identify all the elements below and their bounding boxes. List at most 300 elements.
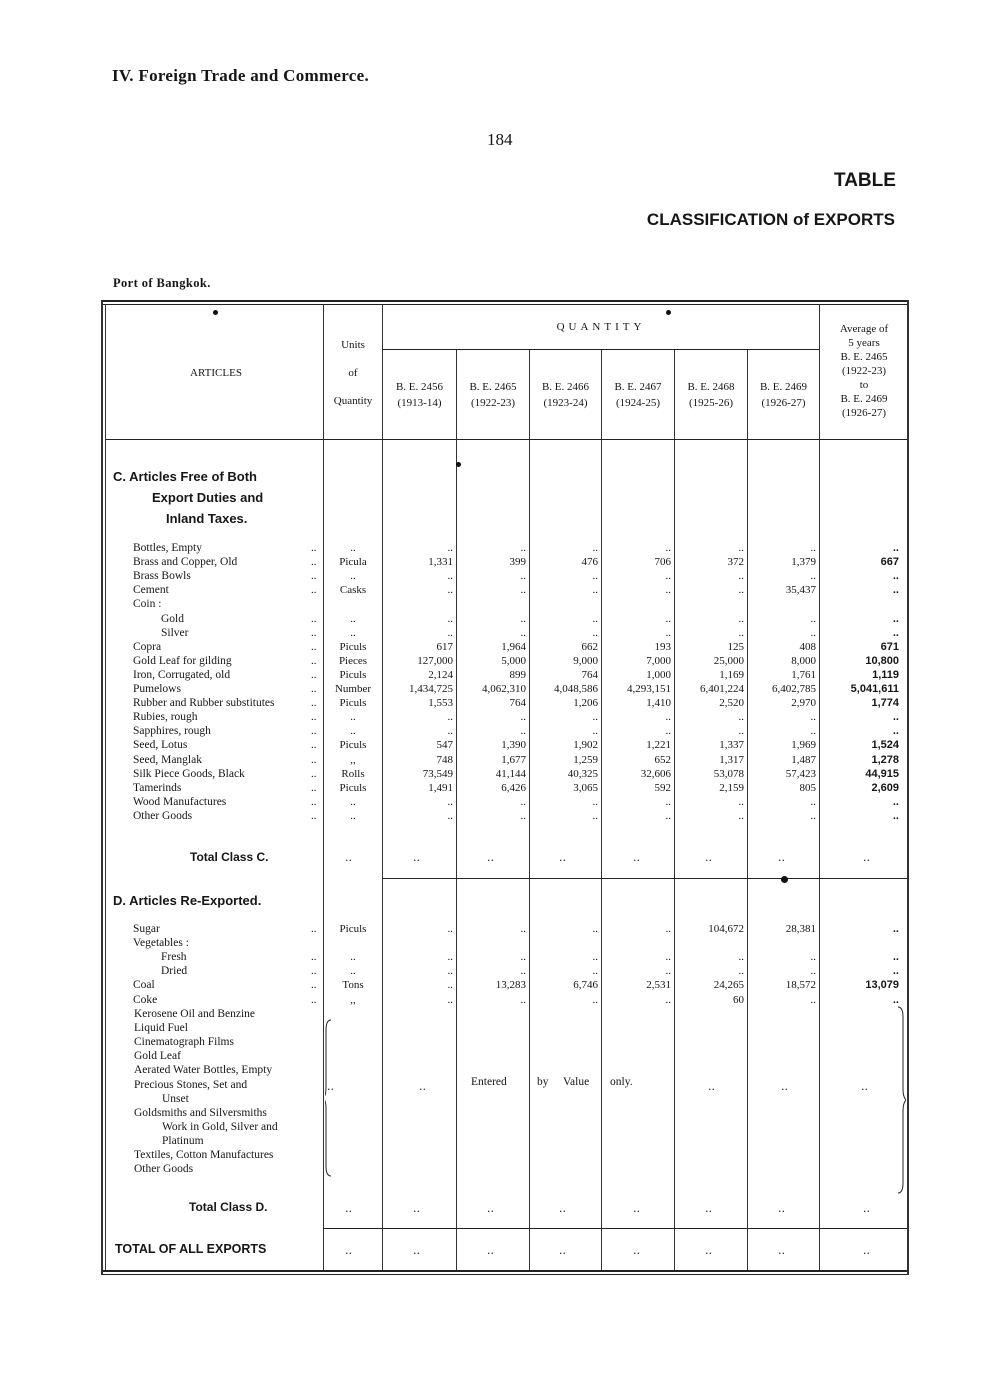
average-cell: .. [892, 542, 899, 554]
unit-cell: Piculs [339, 668, 367, 681]
average-cell: 671 [880, 640, 899, 653]
table-bottom-rule-inner [101, 1274, 909, 1275]
bracket-avg-dots: .. [861, 1080, 868, 1093]
quantity-cell: 2,124 [428, 668, 453, 681]
quantity-cell: .. [520, 809, 526, 822]
year-header-4-line-2: (1924-25) [616, 397, 660, 409]
unit-cell: .. [350, 809, 356, 822]
table-row [101, 555, 907, 569]
article-name: Cement [133, 584, 169, 597]
table-row [101, 583, 907, 597]
table-row [101, 668, 907, 682]
table-row [101, 781, 907, 795]
leader-dots: .. [311, 795, 317, 808]
leader-dots: .. [311, 542, 317, 554]
bracket-y1-dots: .. [419, 1080, 426, 1093]
quantity-cell: .. [447, 584, 453, 597]
table-row [101, 682, 907, 696]
quantity-cell: 662 [581, 640, 598, 653]
quantity-cell: .. [738, 542, 744, 554]
article-name: Platinum [162, 1134, 204, 1147]
quantity-cell: .. [447, 979, 453, 992]
leader-dots: .. [311, 923, 317, 935]
quantity-cell: 1,206 [573, 697, 598, 710]
quantity-cell: .. [520, 612, 526, 625]
quantity-cell: .. [592, 965, 598, 978]
quantity-cell: .. [447, 809, 453, 822]
article-name: Seed, Lotus [133, 739, 188, 752]
quantity-cell: .. [592, 711, 598, 724]
bracket-units-dots: .. [327, 1080, 334, 1093]
units-header-2: of [348, 367, 358, 379]
table-row [101, 993, 907, 1007]
table-row [101, 950, 907, 964]
total-cell: .. [778, 1244, 785, 1257]
table-title: CLASSIFICATION of EXPORTS [646, 210, 895, 229]
quantity-cell: .. [738, 626, 744, 639]
leader-dots: .. [311, 767, 317, 780]
average-cell: 1,278 [871, 753, 899, 766]
quantity-cell: 127,000 [417, 654, 453, 667]
leader-dots: .. [311, 993, 317, 1006]
quantity-cell: 764 [581, 668, 598, 681]
average-cell: 1,119 [872, 668, 899, 681]
quantity-cell: .. [665, 570, 671, 583]
table-top-rule [101, 300, 909, 302]
article-name: Coal [133, 979, 155, 992]
quantity-cell: 2,531 [646, 979, 671, 992]
article-name: Brass Bowls [133, 570, 191, 583]
article-name: Seed, Manglak [133, 753, 202, 766]
quantity-cell: 1,677 [501, 753, 526, 766]
quantity-cell: 28,381 [785, 923, 816, 935]
total-cell: .. [863, 1202, 870, 1215]
table-row [101, 767, 907, 781]
leader-dots: .. [311, 725, 317, 738]
quantity-cell: .. [520, 923, 526, 935]
quantity-cell: .. [520, 584, 526, 597]
print-speck [213, 310, 218, 315]
quantity-cell: 1,761 [791, 668, 816, 681]
left-bracket [325, 1018, 333, 1178]
quantity-cell: .. [665, 612, 671, 625]
unit-cell: .. [350, 626, 356, 639]
quantity-cell: .. [592, 795, 598, 808]
quantity-cell: 1,000 [646, 668, 671, 681]
quantity-cell: 25,000 [713, 654, 744, 667]
average-cell: 2,609 [871, 781, 899, 794]
quantity-cell: 73,549 [422, 767, 453, 780]
average-cell: .. [892, 993, 899, 1006]
total-cell: .. [705, 851, 712, 864]
year-header-5-line-1: B. E. 2468 [687, 381, 735, 393]
total-cell: .. [559, 1244, 566, 1257]
unit-cell: .. [350, 725, 356, 738]
quantity-cell: 6,746 [573, 979, 598, 992]
article-name: Bottles, Empty [133, 542, 202, 554]
quantity-cell: .. [520, 795, 526, 808]
quantity-cell: 53,078 [713, 767, 744, 780]
article-name: Rubber and Rubber substitutes [133, 697, 275, 710]
quantity-cell: .. [665, 795, 671, 808]
average-cell: .. [892, 725, 899, 738]
articles-header: ARTICLES [190, 367, 242, 379]
unit-cell: Tons [342, 979, 364, 992]
article-name: Sugar [133, 923, 160, 935]
quantity-cell: .. [520, 626, 526, 639]
article-name: Unset [162, 1092, 189, 1105]
quantity-header: QUANTITY [556, 321, 646, 333]
total-cell: .. [633, 851, 640, 864]
page-number: 184 [487, 130, 513, 149]
leader-dots: .. [311, 781, 317, 794]
quantity-cell: 1,221 [646, 739, 671, 752]
table-label: TABLE [834, 170, 896, 191]
article-name: Coin : [133, 598, 162, 611]
class-d-total-rule [323, 1228, 907, 1229]
quantity-rule [383, 349, 819, 350]
quantity-cell: 547 [436, 739, 453, 752]
class-c-total-label: Total Class C. [190, 850, 269, 864]
quantity-cell: .. [447, 570, 453, 583]
total-cell: .. [633, 1244, 640, 1257]
quantity-cell: .. [520, 570, 526, 583]
quantity-cell: .. [520, 993, 526, 1006]
quantity-cell: 805 [799, 781, 816, 794]
quantity-cell: 2,159 [719, 781, 744, 794]
average-cell: 44,915 [865, 767, 899, 780]
average-cell: .. [892, 584, 899, 597]
quantity-cell: 1,390 [501, 739, 526, 752]
quantity-cell: .. [810, 993, 816, 1006]
total-cell: .. [413, 1202, 420, 1215]
quantity-cell: 9,000 [573, 654, 598, 667]
unit-cell: ,, [350, 993, 356, 1006]
quantity-cell: 1,169 [719, 668, 744, 681]
quantity-cell: .. [592, 923, 598, 935]
class-c-title-line-1: C. Articles Free of Both [113, 469, 257, 484]
table-top-rule-inner [101, 304, 909, 305]
quantity-cell: 41,144 [495, 767, 526, 780]
table-row [101, 724, 907, 738]
quantity-cell: .. [520, 711, 526, 724]
average-cell: .. [892, 612, 899, 625]
bracket-note-entered: Entered [471, 1076, 507, 1088]
table-row [101, 753, 907, 767]
article-name: Iron, Corrugated, old [133, 668, 231, 681]
article-name: Tamerinds [133, 781, 182, 794]
right-bracket [896, 1005, 906, 1195]
quantity-cell: .. [810, 542, 816, 554]
average-cell: .. [892, 923, 899, 935]
total-cell: .. [345, 1202, 352, 1215]
quantity-cell: .. [447, 795, 453, 808]
quantity-cell: .. [810, 612, 816, 625]
article-name: Other Goods [133, 809, 193, 822]
leader-dots: .. [311, 626, 317, 639]
year-header-2-line-1: B. E. 2465 [469, 381, 517, 393]
units-header-1: Units [341, 339, 365, 351]
quantity-cell: .. [447, 923, 453, 935]
table-row [101, 936, 907, 950]
quantity-cell: .. [738, 725, 744, 738]
quantity-cell: 6,402,785 [772, 683, 816, 695]
quantity-cell: .. [665, 725, 671, 738]
article-name: Gold Leaf [134, 1050, 181, 1063]
average-cell: .. [892, 965, 899, 978]
unit-cell: .. [350, 570, 356, 583]
quantity-cell: .. [520, 965, 526, 978]
quantity-cell: .. [665, 584, 671, 597]
quantity-cell: 57,423 [785, 767, 816, 780]
article-name: Silk Piece Goods, Black [133, 767, 245, 780]
quantity-cell: 13,283 [495, 979, 526, 992]
average-cell: .. [892, 951, 899, 964]
bracket-y5-dots: .. [708, 1080, 715, 1093]
quantity-cell: .. [810, 951, 816, 964]
quantity-cell: .. [447, 951, 453, 964]
article-name: Goldsmiths and Silversmiths [134, 1106, 267, 1119]
article-name: Silver [161, 626, 189, 639]
article-name: Liquid Fuel [134, 1022, 188, 1035]
unit-cell: Piculs [339, 923, 367, 935]
quantity-cell: .. [447, 711, 453, 724]
bracket-note-by: by [537, 1076, 549, 1088]
article-name: Rubies, rough [133, 711, 198, 724]
quantity-cell: .. [665, 923, 671, 935]
leader-dots: .. [311, 753, 317, 766]
average-header-line-7: (1926-27) [842, 407, 886, 419]
quantity-cell: .. [738, 584, 744, 597]
class-c-total-rule [383, 878, 907, 879]
print-speck [781, 876, 788, 883]
total-cell: .. [863, 851, 870, 864]
total-cell: .. [705, 1202, 712, 1215]
leader-dots: .. [311, 584, 317, 597]
year-header-3-line-2: (1923-24) [543, 397, 588, 409]
total-cell: .. [778, 1202, 785, 1215]
bracket-note-only: only. [610, 1076, 633, 1088]
total-cell: .. [487, 851, 494, 864]
average-cell: .. [892, 795, 899, 808]
unit-cell: Piculs [339, 640, 367, 653]
quantity-cell: 35,437 [785, 584, 816, 597]
quantity-cell: 6,426 [501, 781, 526, 794]
quantity-cell: .. [520, 725, 526, 738]
unit-cell: .. [350, 951, 356, 964]
quantity-cell: .. [665, 809, 671, 822]
article-name: Brass and Copper, Old [133, 556, 238, 569]
table-row [101, 626, 907, 640]
quantity-cell: 1,487 [791, 753, 816, 766]
quantity-cell: 60 [733, 993, 744, 1006]
quantity-cell: .. [738, 711, 744, 724]
table-row [101, 738, 907, 752]
total-cell: .. [633, 1202, 640, 1215]
class-c-title-line-2: Export Duties and [152, 490, 264, 505]
quantity-cell: 1,337 [719, 739, 744, 752]
quantity-cell: 1,964 [501, 640, 526, 653]
quantity-cell: 4,062,310 [482, 683, 526, 695]
units-header-3: Quantity [333, 395, 373, 407]
quantity-cell: 748 [436, 753, 453, 766]
leader-dots: .. [311, 654, 317, 667]
average-header-line-3: B. E. 2465 [840, 351, 888, 363]
quantity-cell: 2,520 [719, 697, 744, 710]
quantity-cell: .. [592, 612, 598, 625]
total-cell: .. [559, 1202, 566, 1215]
total-cell: .. [487, 1244, 494, 1257]
article-name: Textiles, Cotton Manufactures [134, 1149, 274, 1161]
port-label: Port of Bangkok. [113, 276, 211, 290]
article-name: Other Goods [134, 1163, 194, 1176]
quantity-cell: 32,606 [640, 767, 671, 780]
total-cell: .. [345, 851, 352, 864]
total-cell: .. [705, 1244, 712, 1257]
quantity-cell: .. [592, 809, 598, 822]
class-d-total-label: Total Class D. [189, 1200, 268, 1214]
average-header-line-6: B. E. 2469 [840, 393, 888, 405]
quantity-cell: .. [665, 542, 671, 554]
year-header-4-line-1: B. E. 2467 [614, 381, 662, 393]
leader-dots: .. [311, 951, 317, 964]
quantity-cell: 399 [509, 556, 526, 569]
table-row [101, 978, 907, 992]
table-row [101, 809, 907, 823]
unit-cell: Piculs [339, 781, 367, 794]
quantity-cell: 1,410 [646, 697, 671, 710]
leader-dots: .. [311, 640, 317, 653]
print-speck [666, 310, 671, 315]
quantity-cell: 1,259 [573, 753, 598, 766]
table-row [101, 569, 907, 583]
year-header-6-line-1: B. E. 2469 [759, 381, 808, 393]
leader-dots: .. [311, 739, 317, 752]
exports-table [101, 300, 909, 1274]
average-header-line-5: to [859, 379, 869, 391]
quantity-cell: .. [810, 809, 816, 822]
quantity-cell: 125 [727, 640, 744, 653]
leader-dots: .. [311, 711, 317, 724]
leader-dots: .. [311, 809, 317, 822]
year-header-3-line-1: B. E. 2466 [541, 381, 590, 393]
quantity-cell: .. [592, 542, 598, 554]
quantity-cell: 4,293,151 [627, 683, 671, 695]
quantity-cell: .. [738, 612, 744, 625]
quantity-cell: .. [592, 584, 598, 597]
quantity-cell: 476 [581, 556, 598, 569]
table-row [101, 541, 907, 555]
quantity-cell: 7,000 [646, 654, 671, 667]
article-name: Dried [161, 965, 188, 978]
quantity-cell: .. [447, 965, 453, 978]
quantity-cell: .. [738, 965, 744, 978]
table-row [101, 654, 907, 668]
table-row [101, 696, 907, 710]
quantity-cell: 1,902 [573, 739, 598, 752]
quantity-cell: .. [520, 951, 526, 964]
quantity-cell: .. [665, 711, 671, 724]
article-name: Precious Stones, Set and [134, 1078, 248, 1091]
quantity-cell: .. [520, 542, 526, 554]
leader-dots: .. [311, 683, 317, 695]
header-rule [105, 439, 907, 440]
quantity-cell: 592 [654, 781, 671, 794]
leader-dots: .. [311, 668, 317, 681]
article-name: Pumelows [133, 683, 181, 695]
quantity-cell: .. [447, 542, 453, 554]
quantity-cell: .. [665, 993, 671, 1006]
unit-cell: Picula [339, 556, 367, 569]
leader-dots: .. [311, 965, 317, 978]
total-cell: .. [413, 851, 420, 864]
year-header-1-line-1: B. E. 2456 [395, 381, 444, 393]
average-cell: .. [892, 711, 899, 724]
quantity-cell: .. [810, 626, 816, 639]
quantity-cell: 1,434,725 [409, 683, 453, 695]
unit-cell: Piculs [339, 739, 367, 752]
quantity-cell: .. [592, 951, 598, 964]
average-cell: 1,524 [871, 739, 899, 752]
table-row [101, 922, 907, 936]
total-cell: .. [413, 1244, 420, 1257]
table-right-rule [907, 300, 909, 1275]
quantity-cell: .. [665, 626, 671, 639]
quantity-cell: 706 [654, 556, 671, 569]
quantity-cell: .. [738, 951, 744, 964]
article-name: Wood Manufactures [133, 795, 227, 808]
quantity-cell: .. [447, 993, 453, 1006]
unit-cell: .. [350, 795, 356, 808]
quantity-cell: .. [592, 626, 598, 639]
article-name: Gold Leaf for gilding [133, 654, 232, 667]
grand-total-label: TOTAL OF ALL EXPORTS [115, 1242, 267, 1256]
article-name: Vegetables : [133, 937, 189, 950]
article-name: Aerated Water Bottles, Empty [134, 1064, 273, 1077]
average-header-line-4: (1922-23) [842, 365, 886, 377]
class-c-title-line-3: Inland Taxes. [166, 511, 248, 526]
leader-dots: .. [311, 697, 317, 710]
quantity-cell: 1,491 [428, 781, 453, 794]
table-bottom-rule [101, 1270, 909, 1272]
year-header-1-line-2: (1913-14) [397, 397, 442, 409]
quantity-cell: 3,065 [573, 781, 598, 794]
article-name: Cinematograph Films [134, 1036, 234, 1049]
table-row [101, 964, 907, 978]
quantity-cell: .. [810, 965, 816, 978]
quantity-cell: 5,000 [501, 654, 526, 667]
quantity-cell: .. [592, 993, 598, 1006]
quantity-cell: .. [665, 965, 671, 978]
unit-cell: Pieces [338, 654, 368, 667]
quantity-cell: .. [447, 725, 453, 738]
quantity-cell: 40,325 [567, 767, 598, 780]
bracket-y6-dots: .. [781, 1080, 788, 1093]
table-row [101, 612, 907, 626]
average-cell: 5,041,611 [850, 683, 899, 695]
unit-cell: .. [350, 542, 356, 554]
quantity-cell: .. [810, 725, 816, 738]
quantity-cell: 8,000 [791, 654, 816, 667]
unit-cell: Rolls [341, 767, 365, 780]
total-cell: .. [559, 851, 566, 864]
unit-cell: Piculs [339, 697, 367, 710]
article-name: Gold [161, 612, 184, 625]
quantity-cell: 652 [654, 753, 671, 766]
average-cell: .. [892, 570, 899, 583]
quantity-cell: 764 [509, 697, 526, 710]
leader-dots: .. [311, 979, 317, 992]
